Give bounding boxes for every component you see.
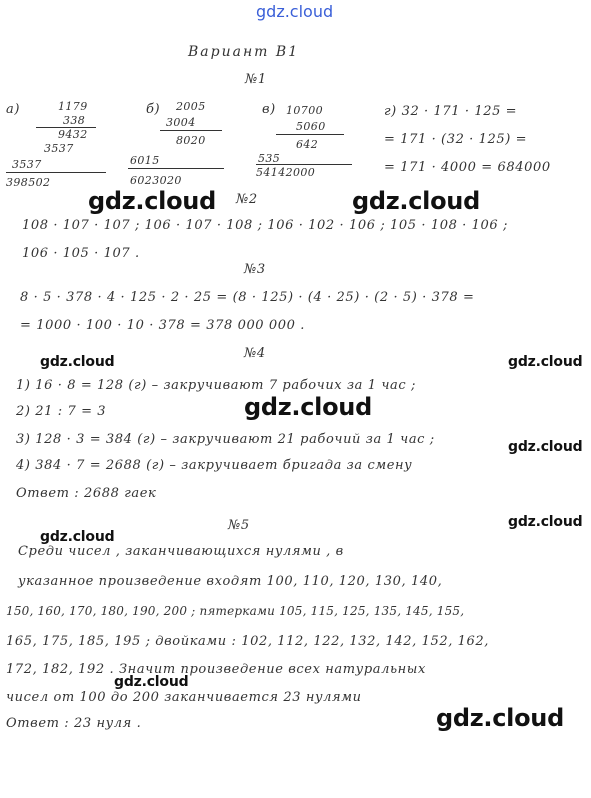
- task1v-tag: в): [262, 102, 276, 117]
- task1a-tag: а): [6, 102, 21, 117]
- task5-line-1: Среди чисел , заканчивающихся нулями , в: [18, 544, 344, 559]
- task1a-partial1: 9432: [58, 128, 88, 141]
- task3-label: №3: [244, 262, 266, 277]
- task1b-partial2: 6015: [130, 154, 160, 167]
- task1g-line2: = 171 · (32 · 125) =: [384, 132, 528, 147]
- task2-line1: 108 · 107 · 107 ; 106 · 107 · 108 ; 106 · 102 · 106 ; 105 · 108 · 106 ;: [22, 218, 508, 233]
- task5-line-6: чисел от 100 до 200 заканчивается 23 нулями: [6, 690, 362, 705]
- watermark-1: gdz.cloud: [88, 187, 216, 215]
- task1-label: №1: [245, 72, 267, 87]
- task5-line-5: 172, 182, 192 . Значит произведение всех натуральных: [6, 662, 426, 677]
- watermark-10: gdz.cloud: [436, 704, 564, 732]
- task1b-rule: [160, 130, 222, 131]
- task4-line2: 2) 21 : 7 = 3: [16, 404, 107, 419]
- task4-line3: 3) 128 · 3 = 384 (г) – закручивают 21 рабочий за 1 час ;: [16, 432, 435, 447]
- watermark-8: gdz.cloud: [508, 514, 583, 530]
- task1v-rule2: [256, 164, 352, 165]
- task1v-multiplier: 5060: [296, 120, 326, 133]
- watermark-5: gdz.cloud: [244, 393, 372, 421]
- task2-line2: 106 · 105 · 107 .: [22, 246, 140, 261]
- task1b-result: 6023020: [130, 174, 182, 187]
- task5-line-7: Ответ : 23 нуля .: [6, 716, 142, 731]
- task1v-multiplicand: 10700: [286, 104, 323, 117]
- task1a-rule2: [6, 172, 106, 173]
- task4-line1: 1) 16 · 8 = 128 (г) – закручивают 7 рабочих за 1 час ;: [16, 378, 416, 393]
- task5-label: №5: [228, 518, 250, 533]
- task1b-partial1: 8020: [176, 134, 206, 147]
- task1b-multiplier: 3004: [166, 116, 196, 129]
- watermark-3: gdz.cloud: [40, 354, 115, 370]
- task4-line4: 4) 384 · 7 = 2688 (г) – закручивает бригада за смену: [16, 458, 413, 473]
- task2-label: №2: [236, 192, 258, 207]
- task1g-line3: = 171 · 4000 = 684000: [384, 160, 551, 175]
- task1v-result: 54142000: [256, 166, 316, 179]
- task4-answer: Ответ : 2688 гаек: [16, 486, 157, 501]
- task3-line2: = 1000 · 100 · 10 · 378 = 378 000 000 .: [20, 318, 305, 333]
- watermark-6: gdz.cloud: [508, 439, 583, 455]
- task1v-partial1: 642: [296, 138, 319, 151]
- watermark-7: gdz.cloud: [40, 529, 115, 545]
- watermark-top: gdz.cloud: [256, 2, 334, 21]
- task4-label: №4: [244, 346, 266, 361]
- task5-line-3: 150, 160, 170, 180, 190, 200 ; пятерками 105, 115, 125, 135, 145, 155,: [6, 604, 465, 618]
- task1b-tag: б): [146, 102, 161, 117]
- task1a-partial3: 3537: [12, 158, 42, 171]
- task1b-multiplicand: 2005: [176, 100, 206, 113]
- task3-line1: 8 · 5 · 378 · 4 · 125 · 2 · 25 = (8 · 125) · (4 · 25) · (2 · 5) · 378 =: [20, 290, 475, 305]
- task1a-partial2: 3537: [44, 142, 74, 155]
- task1v-rule: [276, 134, 344, 135]
- task1b-rule2: [128, 168, 224, 169]
- variant-title: Вариант В1: [188, 44, 300, 60]
- task1g-line1: г) 32 · 171 · 125 =: [384, 104, 518, 119]
- task1a-result: 398502: [6, 176, 51, 189]
- task1a-multiplier: 338: [63, 114, 86, 127]
- task5-line-2: указанное произведение входят 100, 110, 120, 130, 140,: [18, 574, 443, 589]
- task1v-partial2: 535: [258, 152, 281, 165]
- watermark-2: gdz.cloud: [352, 187, 480, 215]
- task1a-multiplicand: 1179: [58, 100, 88, 113]
- watermark-9: gdz.cloud: [114, 674, 189, 690]
- watermark-4: gdz.cloud: [508, 354, 583, 370]
- task5-line-4: 165, 175, 185, 195 ; двойками : 102, 112, 122, 132, 142, 152, 162,: [6, 634, 490, 649]
